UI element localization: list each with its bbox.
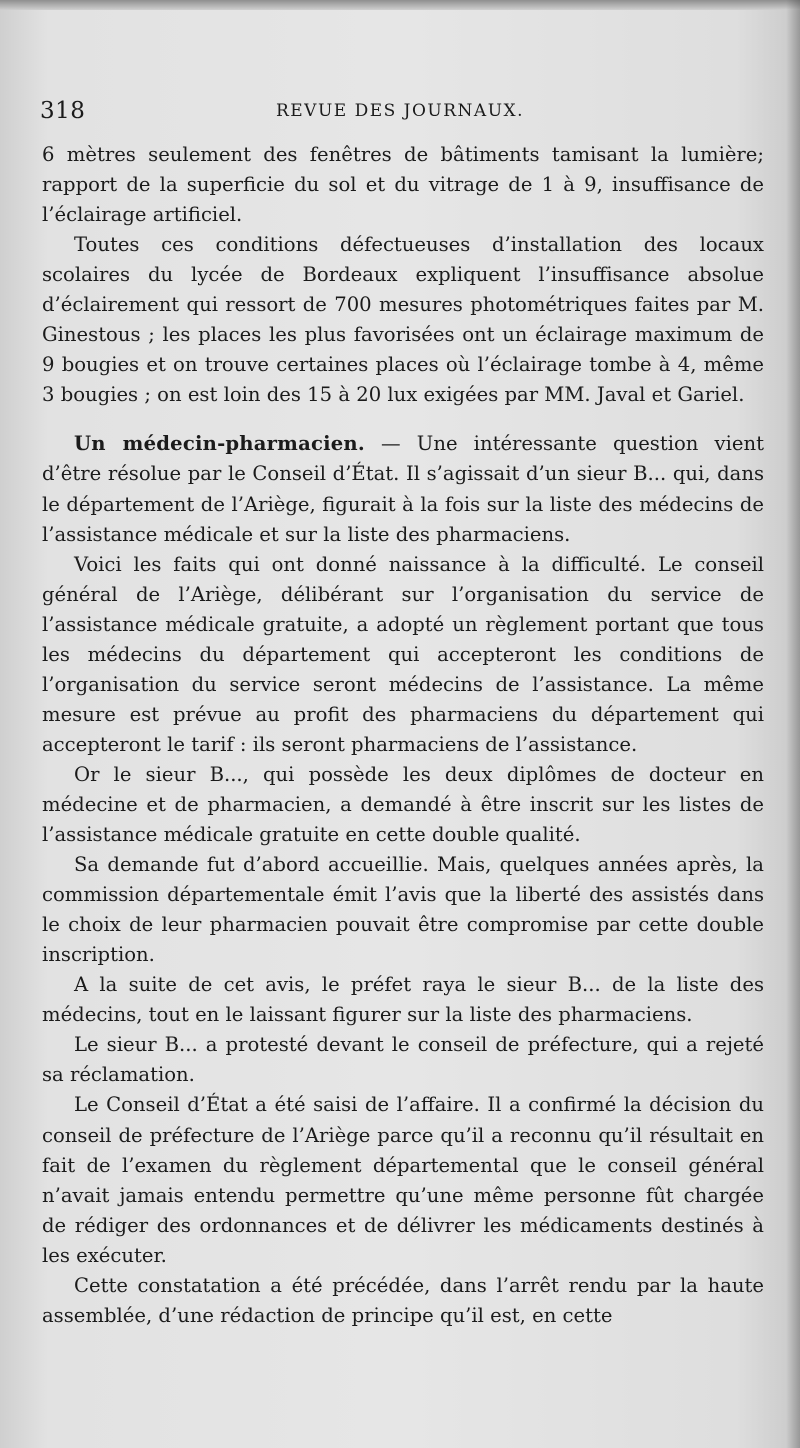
paragraph-3: [42, 429, 764, 549]
scan-right-edge: [786, 0, 800, 1448]
article-body: [42, 140, 764, 1331]
paragraph-6: Sa demande fut d’abord accueillie. Mais, quelques années après, la commission départementale émit l’avis que la liberté des assistés dans le choix de leur pharmacien pouvait être compromise par cette double inscription.: [42, 853, 764, 967]
paragraph-5: Or le sieur B..., qui possède les deux diplômes de docteur en médecine et de pharmacien, a demandé à être inscrit sur les listes de l’assistance médicale gratuite en cette double qualité.: [42, 762, 764, 847]
paragraph-1: 6 mètres seulement des fenêtres de bâtiments tamisant la lumière; rapport de la superficie du sol et du vitrage de 1 à 9, insuffisance de l’éclairage artificiel.: [42, 143, 764, 227]
paragraph-7: A la suite de cet avis, le préfet raya le sieur B... de la liste des médecins, tout en le laissant figurer sur la liste des pharmaciens.: [42, 973, 764, 1027]
paragraph-9: Le Conseil d’État a été saisi de l’affaire. Il a confirmé la décision du conseil de préfecture de l’Ariège parce qu’il a reconnu qu’il résultait en fait de l’examen du règlement départemental que le conseil général n’avait jamais entendu permettre qu’une même personne fût chargée de rédiger des ordonnances et de délivrer les médicaments destinés à les exécuter.: [42, 1093, 764, 1267]
scan-top-edge: [0, 0, 800, 10]
section-title: Un médecin-pharmacien.: [74, 432, 365, 456]
page-number: 318: [40, 98, 86, 124]
paragraph-3-text: — Une intéressante question vient d’être résolue par le Conseil d’État. Il s’agissait d’un sieur B... qui, dans le département de l’Ariège, figurait à la fois sur la liste des médecins de l’assistance médicale et sur la liste des pharmaciens.: [42, 432, 764, 546]
running-title: REVUE DES JOURNAUX.: [275, 101, 525, 121]
paragraph-2: Toutes ces conditions défectueuses d’installation des locaux scolaires du lycée de Bordeaux expliquent l’insuffisance absolue d’éclairement qui ressort de 700 mesures photométriques faites par M. Ginestous ; les places les plus favorisées ont un éclairage maximum de 9 bougies et on trouve certaines places où l’éclairage tombe à 4, même 3 bougies ; on est loin des 15 à 20 lux exigées par MM. Javal et Gariel.: [42, 233, 764, 407]
paragraph-8: Le sieur B... a protesté devant le conseil de préfecture, qui a rejeté sa réclamation.: [42, 1033, 764, 1087]
paragraph-4: Voici les faits qui ont donné naissance à la difficulté. Le conseil général de l’Ariège, délibérant sur l’organisation du service de l’assistance médicale gratuite, a adopté un règlement portant que tous les médecins du département qui accepteront les conditions de l’organisation du service seront médecins de l’assistance. La même mesure est prévue au profit des pharmaciens du département qui accepteront le tarif : ils seront pharmaciens de l’assistance.: [42, 552, 764, 756]
page-header: [40, 98, 760, 128]
paragraph-10: Cette constatation a été précédée, dans l’arrêt rendu par la haute assemblée, d’une rédaction de principe qu’il est, en cette: [42, 1273, 764, 1327]
